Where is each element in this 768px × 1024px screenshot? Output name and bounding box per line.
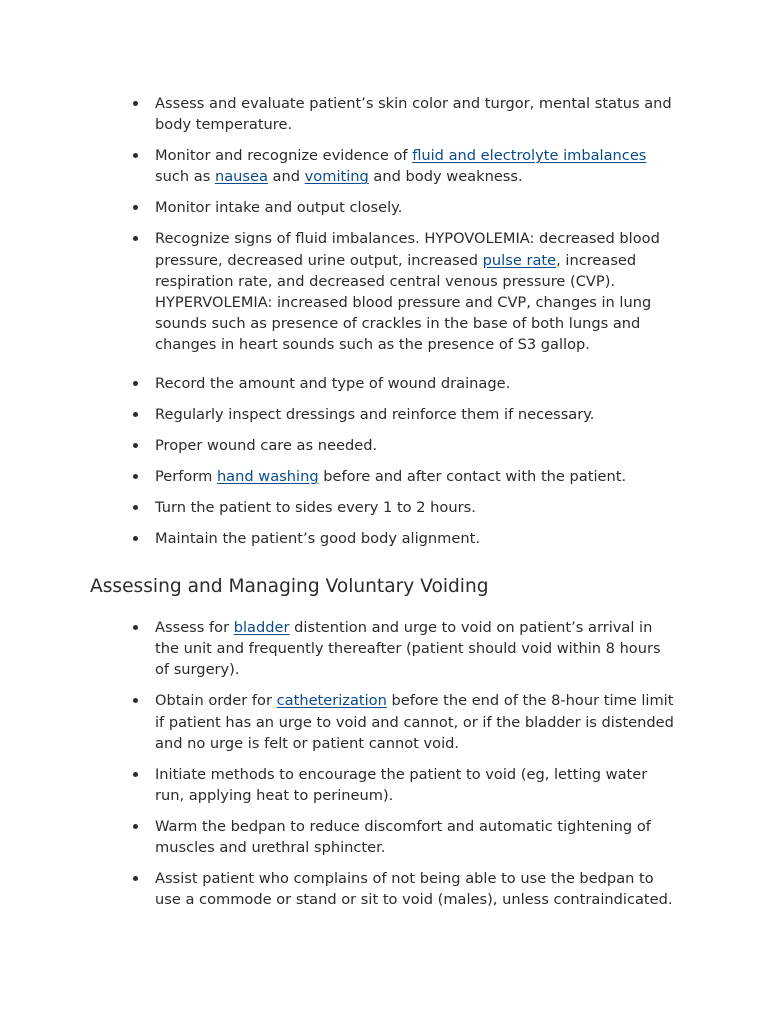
item-text: and body weakness. [368, 168, 523, 186]
item-text: distention and urge to void on patient’s arrival in the unit and frequently thereafter (patient should void within 8 hours of surgery). [155, 619, 661, 679]
list-item [133, 528, 678, 549]
item-text: Assist patient who complains of not being able to use the bedpan to use a commode or stand or sit to void (males), unless contraindicated. [155, 870, 673, 909]
item-text: Warm the bedpan to reduce discomfort and automatic tightening of muscles and urethral sphincter. [155, 818, 651, 857]
list-item [133, 435, 678, 456]
section-heading: Assessing and Managing Voluntary Voiding [90, 576, 489, 597]
list-item [133, 816, 678, 858]
item-text: , increased respiration rate, and decreased central venous pressure (CVP). HYPERVOLEMIA: increased blood pressure and CVP, changes in lung sounds such as presence of crackles in the base of both lungs and changes in heart sounds such as the presence of S3 gallop. [155, 251, 652, 354]
item-text: before the end of the 8-hour time limit if patient has an urge to void and cannot, or if the bladder is distended and no urge is felt or patient cannot void. [155, 692, 674, 752]
item-text: Regularly inspect dressings and reinforce them if necessary. [155, 405, 595, 423]
link-catheterization[interactable]: catheterization [276, 692, 387, 710]
list-item [133, 466, 678, 487]
list-item [133, 497, 678, 518]
item-text: Record the amount and type of wound drainage. [155, 374, 511, 392]
list-item [133, 404, 678, 425]
item-text: Maintain the patient’s good body alignment. [155, 529, 480, 547]
care-bullet-list [133, 93, 678, 559]
list-item [133, 764, 678, 806]
list-item [133, 373, 678, 394]
link-nausea[interactable]: nausea [214, 168, 268, 186]
item-text: and [267, 168, 305, 186]
item-text: Recognize signs of fluid imbalances. HYPOVOLEMIA: decreased blood pressure, decreased urine output, increased [155, 230, 660, 269]
item-text: Proper wound care as needed. [155, 436, 378, 454]
voiding-bullet-list [133, 617, 678, 920]
list-item [133, 197, 678, 218]
link-hand-washing[interactable]: hand washing [216, 467, 319, 485]
list-item [133, 690, 678, 754]
item-text: before and after contact with the patient. [318, 467, 627, 485]
list-item [133, 145, 678, 187]
item-text: Monitor intake and output closely. [155, 199, 403, 217]
link-fluid-electrolyte-imbalances[interactable]: fluid and electrolyte imbalances [412, 147, 647, 165]
link-bladder[interactable]: bladder [233, 619, 290, 636]
item-text: Monitor and recognize evidence of [155, 147, 413, 165]
item-text: Assess for [155, 619, 234, 636]
list-item [133, 228, 678, 355]
item-text: Initiate methods to encourage the patient to void (eg, letting water run, applying heat to perineum). [155, 765, 648, 805]
item-text: Perform [155, 467, 217, 485]
list-item [133, 93, 678, 135]
list-item [133, 868, 678, 910]
item-text: Obtain order for [155, 692, 277, 710]
list-item [133, 617, 678, 681]
link-pulse-rate[interactable]: pulse rate [482, 251, 557, 269]
item-text: such as [155, 168, 215, 186]
item-text: Turn the patient to sides every 1 to 2 hours. [155, 498, 476, 516]
link-vomiting[interactable]: vomiting [304, 168, 369, 186]
item-text: Assess and evaluate patient’s skin color and turgor, mental status and body temperature. [155, 95, 672, 134]
